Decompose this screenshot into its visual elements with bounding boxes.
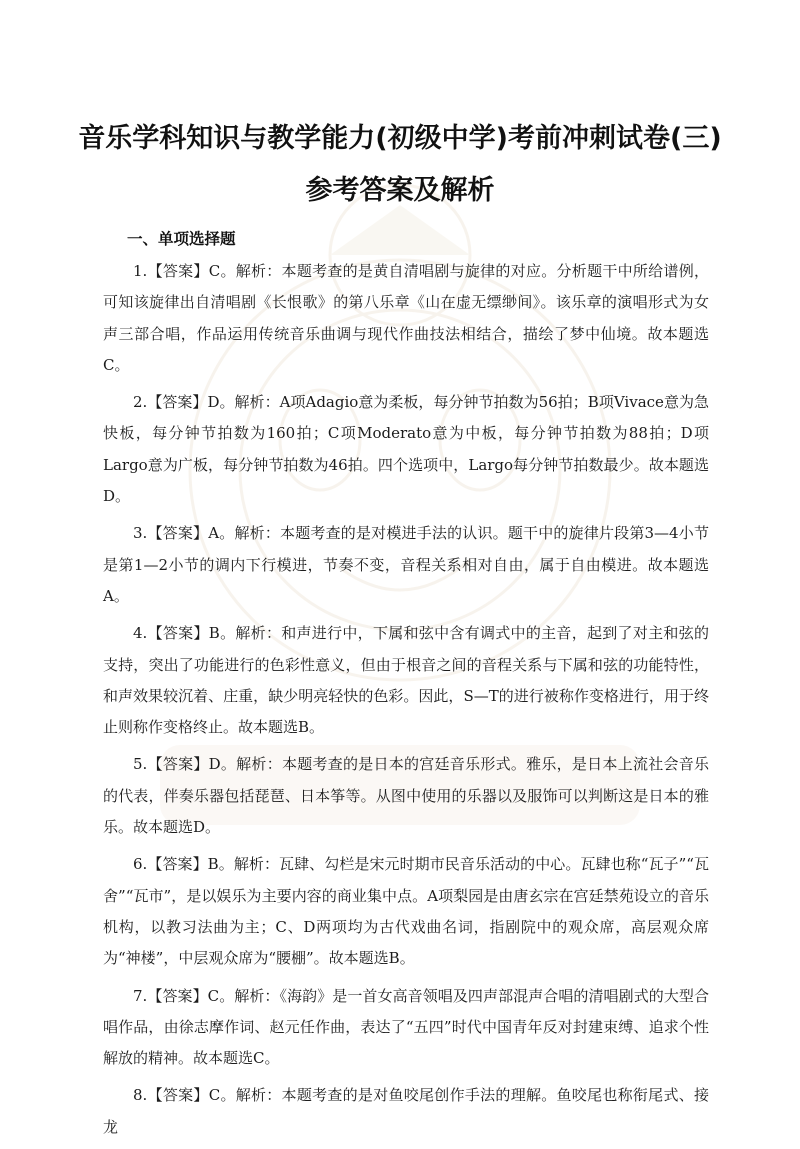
answer-number: 4. [133, 624, 148, 643]
answer-label: 【答案】 [147, 1086, 209, 1105]
answer-item-8 [103, 1080, 709, 1143]
answer-item-3 [103, 518, 709, 612]
answer-item-7 [103, 981, 709, 1075]
answer-text: A。解析：本题考查的是对模进手法的认识。题干中的旋律片段第3—4小节是第1—2小节的调内下行模进，节奏不变，音程关系相对自由，属于自由模进。故本题选A。 [103, 524, 709, 605]
answer-item-5 [103, 749, 709, 843]
answer-item-2 [103, 387, 709, 512]
answer-label: 【答案】 [147, 393, 208, 412]
answer-label: 【答案】 [147, 855, 208, 874]
answer-label: 【答案】 [147, 986, 208, 1005]
answer-item-6 [103, 849, 709, 974]
answer-list [103, 256, 709, 1149]
answer-number: 7. [133, 986, 148, 1005]
answer-number: 5. [133, 755, 148, 774]
answer-text: B。解析：瓦肆、勾栏是宋元时期市民音乐活动的中心。瓦肆也称“瓦子”“瓦舍”“瓦市”，是以娱乐为主要内容的商业集中点。A项梨园是由唐玄宗在宫廷禁苑设立的音乐机构，以教习法曲为主；C、D两项均为古代戏曲名词，指剧院中的观众席，高层观众席为“神楼”，中层观众席为“腰棚”。故本题选B。 [103, 855, 709, 968]
answer-number: 1. [133, 262, 148, 280]
answer-number: 3. [133, 524, 148, 543]
answer-number: 6. [133, 855, 148, 874]
answer-item-4 [103, 618, 709, 743]
answer-number: 2. [133, 393, 148, 412]
answer-text: B。解析：和声进行中，下属和弦中含有调式中的主音，起到了对主和弦的支持，突出了功能进行的色彩性意义，但由于根音之间的音程关系与下属和弦的功能特性，和声效果较沉着、庄重，缺少明亮轻快的色彩。因此，S—T的进行被称作变格进行，用于终止则称作变格终止。故本题选B。 [103, 624, 709, 737]
answer-text: C。解析：《海韵》是一首女高音领唱及四声部混声合唱的清唱剧式的大型合唱作品，由徐志摩作词、赵元任作曲，表达了“五四”时代中国青年反对封建束缚、追求个性解放的精神。故本题选C。 [103, 986, 709, 1068]
answer-text: D。解析：本题考查的是日本的宫廷音乐形式。雅乐，是日本上流社会音乐的代表，伴奏乐器包括琵琶、日本筝等。从图中使用的乐器以及服饰可以判断这是日本的雅乐。故本题选D。 [103, 755, 709, 837]
answer-label: 【答案】 [147, 262, 209, 280]
answer-item-1 [103, 256, 709, 381]
document-subtitle: 参考答案及解析 [305, 175, 495, 206]
section-heading: 一、单项选择题 [127, 230, 236, 248]
answer-text: C。解析：本题考查的是对鱼咬尾创作手法的理解。鱼咬尾也称衔尾式、接龙 [103, 1086, 709, 1136]
document-title: 音乐学科知识与教学能力(初级中学)考前冲刺试卷(三) [78, 123, 722, 154]
answer-text: D。解析：A项Adagio意为柔板，每分钟节拍数为56拍；B项Vivace意为急快板，每分钟节拍数为160拍；C项Moderato意为中板，每分钟节拍数为88拍；D项Largo意为广板，每分钟节拍数为46拍。四个选项中，Largo每分钟节拍数最少。故本题选D。 [103, 393, 709, 506]
answer-text: C。解析：本题考查的是黄自清唱剧与旋律的对应。分析题干中所给谱例，可知该旋律出自清唱剧《长恨歌》的第八乐章《山在虚无缥缈间》。该乐章的演唱形式为女声三部合唱，作品运用传统音乐曲调与现代作曲技法相结合，描绘了梦中仙境。故本题选C。 [103, 262, 709, 374]
answer-number: 8. [133, 1086, 148, 1105]
answer-label: 【答案】 [147, 624, 209, 643]
answer-label: 【答案】 [147, 755, 209, 774]
answer-label: 【答案】 [147, 524, 209, 543]
